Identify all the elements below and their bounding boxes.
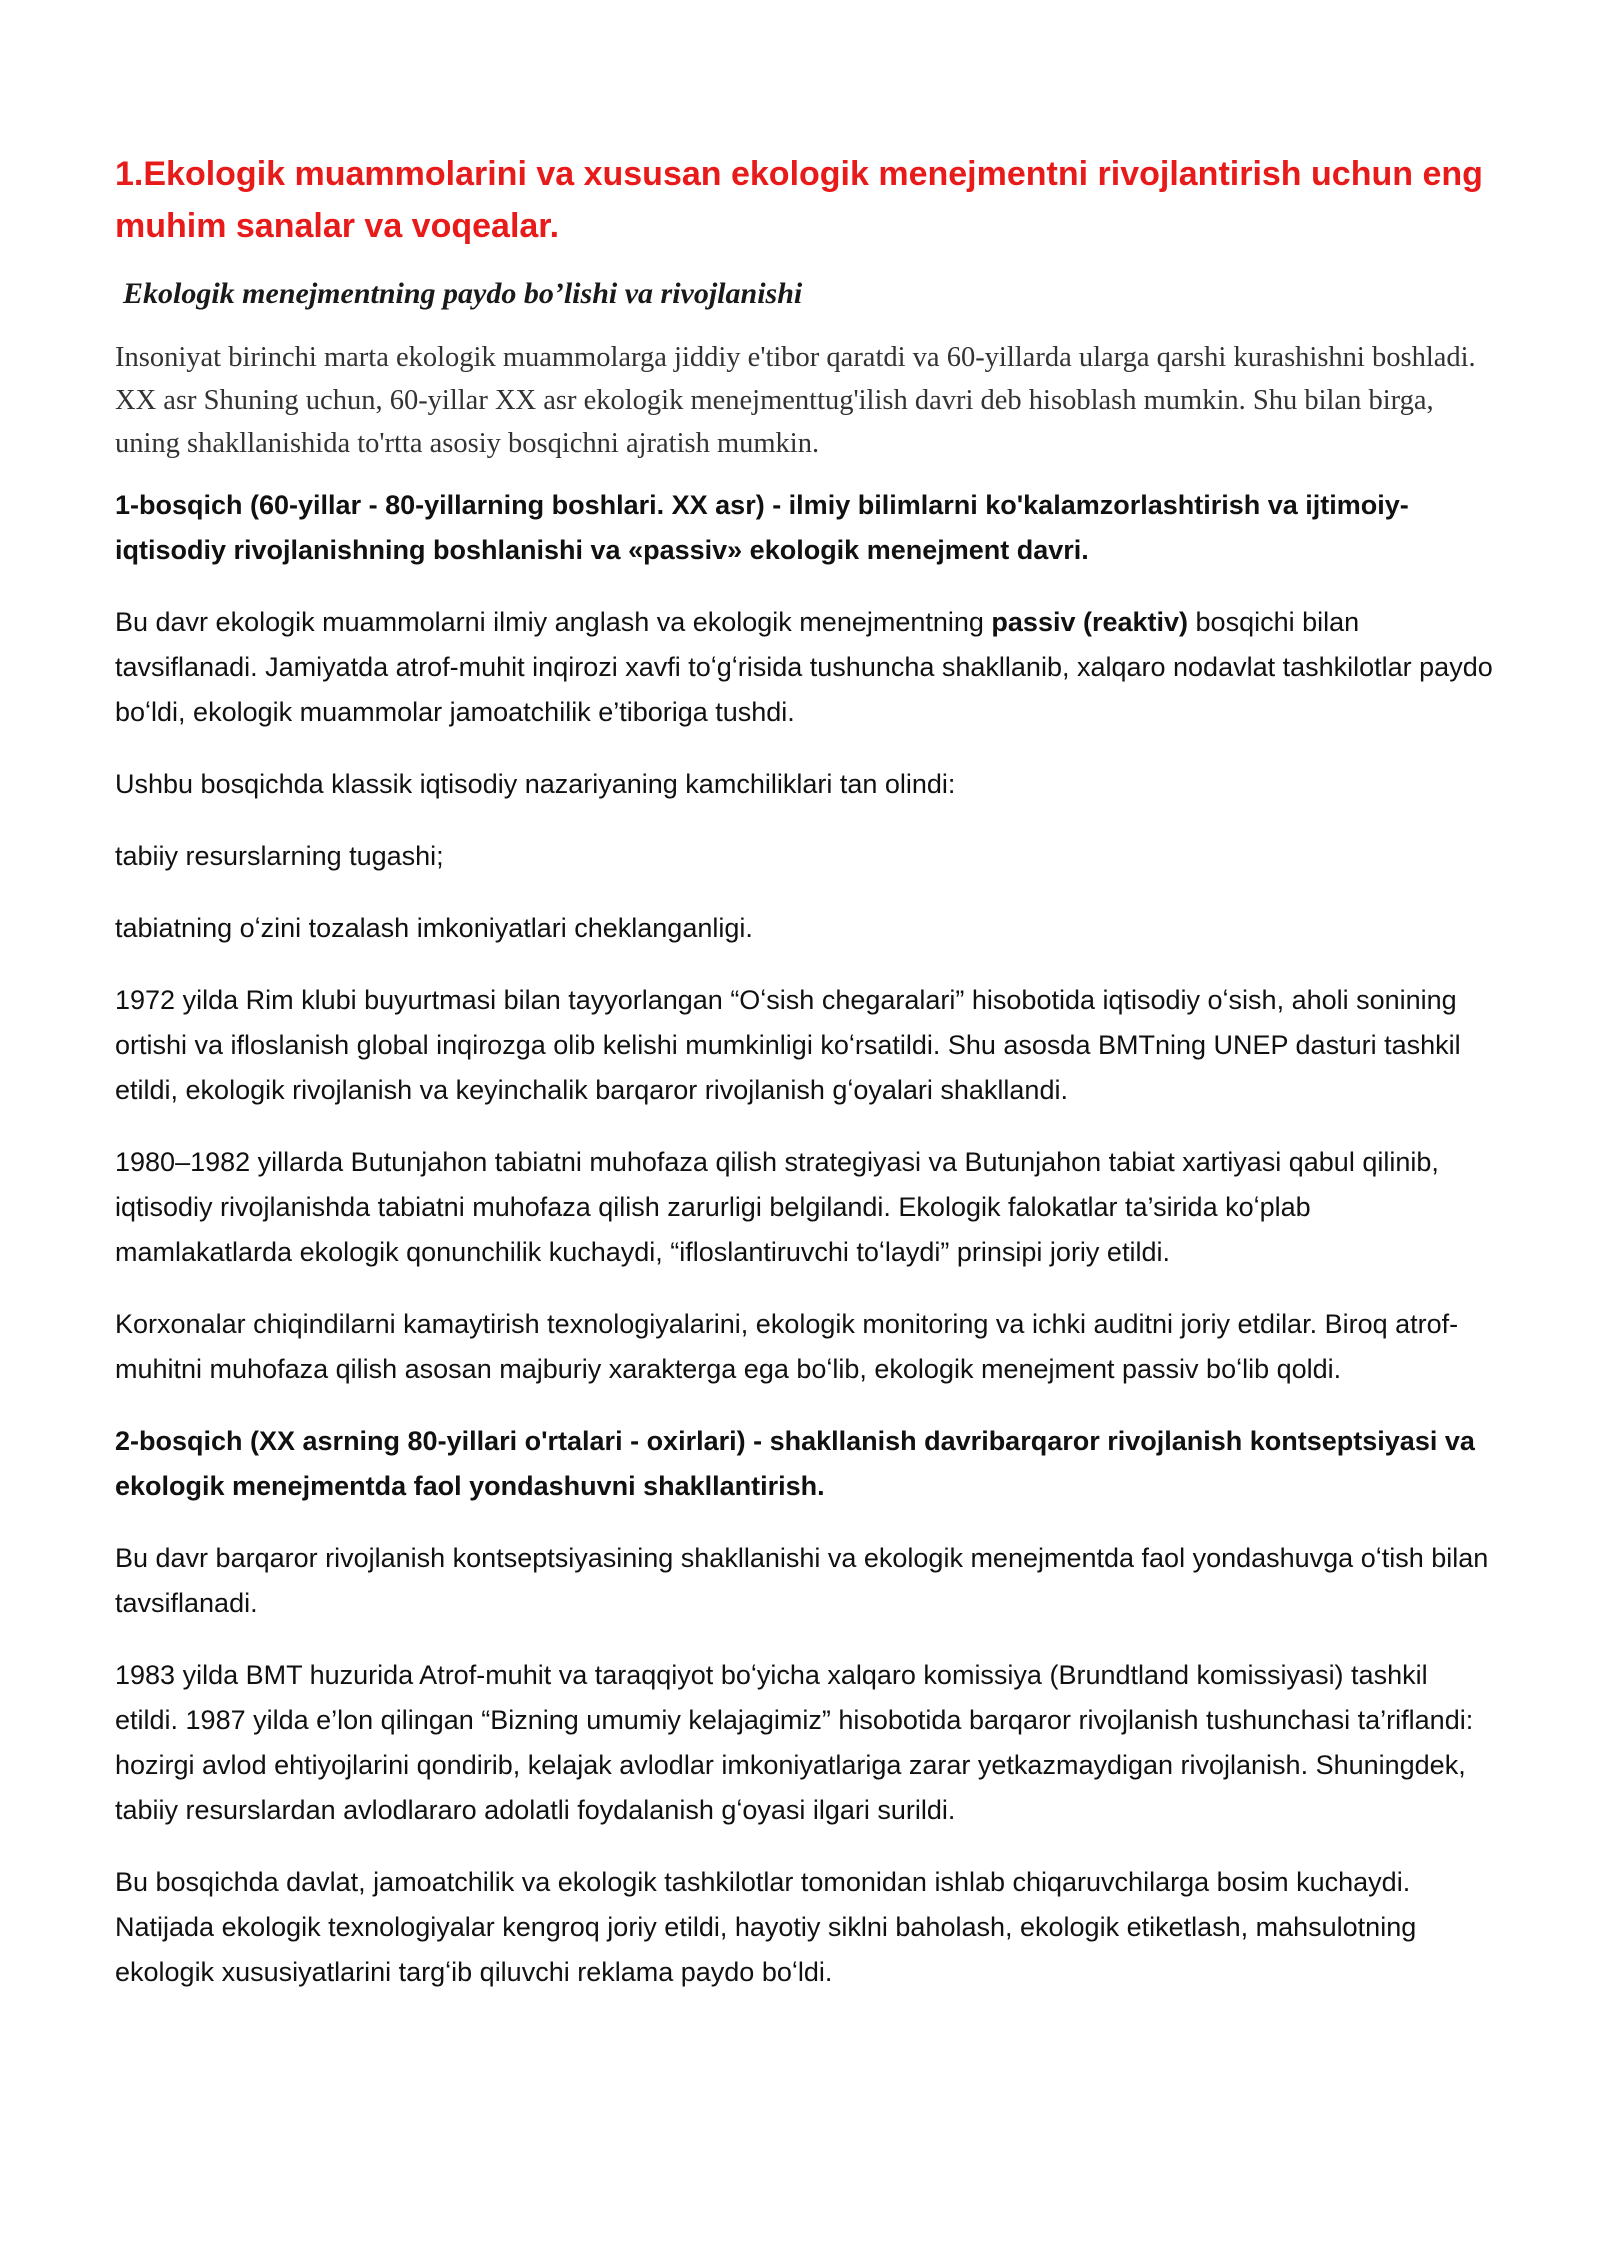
paragraph-shortcomings: Ushbu bosqichda klassik iqtisodiy nazariyaning kamchiliklari tan olindi: xyxy=(115,769,956,799)
paragraph-club-of-rome: 1972 yilda Rim klubi buyurtmasi bilan tayyorlangan “Oʻsish chegaralari” hisobotida iqtisodiy oʻsish, aholi sonining ortishi va ifloslanish global inqirozga olib kelishi mumkinligi koʻrsatildi. Shu asosda BMTning UNEP dasturi tashkil etildi, ekologik rivojlanish va keyinchalik barqaror rivojlanish gʻoyalari shakllandi. xyxy=(115,985,1461,1105)
document-page xyxy=(115,148,1495,2022)
document-title: 1.Ekologik muammolarini va xususan ekologik menejmentni rivojlantirish uchun eng muhim sanalar va voqealar. xyxy=(115,155,1483,245)
paragraph-text: bosqichi bilan tavsiflanadi. Jamiyatda atrof-muhit inqirozi xavfi toʻgʻrisida tushuncha shakllanib, xalqaro nodavlat tashkilotlar paydo boʻldi, ekologik muammolar jamoatchilik e’tiboriga tushdi. xyxy=(115,607,1493,727)
intro-paragraph: Insoniyat birinchi marta ekologik muammolarga jiddiy e'tibor qaratdi va 60-yillarda ularga qarshi kurashishni boshladi. XX asr Shuning uchun, 60-yillar XX asr ekologik menejmenttug'ilish davri deb hisoblash mumkin. Shu bilan birga, uning shakllanishida to'rtta asosiy bosqichni ajratish mumkin. xyxy=(115,342,1476,459)
paragraph-self-cleaning: tabiatning oʻzini tozalash imkoniyatlari cheklanganligi. xyxy=(115,913,753,943)
stage1-heading: 1-bosqich (60-yillar - 80-yillarning boshlari. XX asr) - ilmiy bilimlarni ko'kalamzorlashtirish va ijtimoiy-iqtisodiy rivojlanishning boshlanishi va «passiv» ekologik menejment davri. xyxy=(115,490,1409,565)
paragraph-resources: tabiiy resurslarning tugashi; xyxy=(115,841,444,871)
paragraph-enterprises: Korxonalar chiqindilarni kamaytirish texnologiyalarini, ekologik monitoring va ichki auditni joriy etdilar. Biroq atrof-muhitni muhofaza qilish asosan majburiy xarakterga ega boʻlib, ekologik menejment passiv boʻlib qoldi. xyxy=(115,1309,1459,1384)
paragraph-brundtland: 1983 yilda BMT huzurida Atrof-muhit va taraqqiyot boʻyicha xalqaro komissiya (Brundtland komissiyasi) tashkil etildi. 1987 yilda e’lon qilingan “Bizning umumiy kelajagimiz” hisobotida barqaror rivojlanish tushunchasi ta’riflandi: hozirgi avlod ehtiyojlarini qondirib, kelajak avlodlar imkoniyatlariga zarar yetkazmaydigan rivojlanish. Shuningdek, tabiiy resurslardan avlodlararo adolatli foydalanish gʻoyasi ilgari surildi. xyxy=(115,1660,1474,1825)
paragraph-text: Bu davr ekologik muammolarni ilmiy anglash va ekologik menejmentning xyxy=(115,607,992,637)
bold-term-passive: passiv (reaktiv) xyxy=(991,607,1189,637)
paragraph-passive-period xyxy=(115,600,1495,735)
paragraph-sustainable: Bu davr barqaror rivojlanish kontseptsiyasining shakllanishi va ekologik menejmentda faol yondashuvga oʻtish bilan tavsiflanadi. xyxy=(115,1543,1489,1618)
stage2-heading: 2-bosqich (XX asrning 80-yillari o'rtalari - oxirlari) - shakllanish davribarqaror rivojlanish kontseptsiyasi va ekologik menejmentda faol yondashuvni shakllantirish. xyxy=(115,1426,1475,1501)
paragraph-world-strategy: 1980–1982 yillarda Butunjahon tabiatni muhofaza qilish strategiyasi va Butunjahon tabiat xartiyasi qabul qilinib, iqtisodiy rivojlanishda tabiatni muhofaza qilish zarurligi belgilandi. Ekologik falokatlar ta’sirida koʻplab mamlakatlarda ekologik qonunchilik kuchaydi, “ifloslantiruvchi toʻlaydi” prinsipi joriy etildi. xyxy=(115,1147,1439,1267)
paragraph-pressure: Bu bosqichda davlat, jamoatchilik va ekologik tashkilotlar tomonidan ishlab chiqaruvchilarga bosim kuchaydi. Natijada ekologik texnologiyalar kengroq joriy etildi, hayotiy siklni baholash, ekologik etiketlash, mahsulotning ekologik xususiyatlarini targʻib qiluvchi reklama paydo boʻldi. xyxy=(115,1867,1417,1987)
section-subtitle: Ekologik menejmentning paydo bo’lishi va rivojlanishi xyxy=(123,277,803,310)
